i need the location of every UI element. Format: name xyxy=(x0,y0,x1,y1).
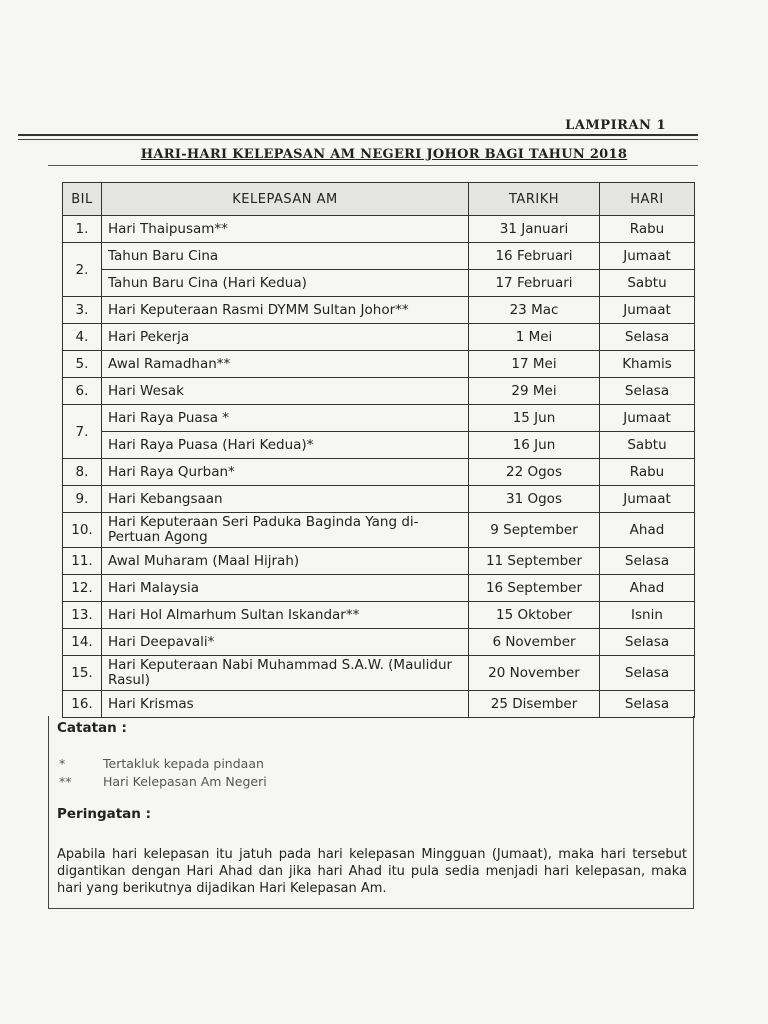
holiday-date: 23 Mac xyxy=(469,297,600,324)
holiday-name: Hari Pekerja xyxy=(102,324,469,351)
row-number: 1. xyxy=(63,216,102,243)
holiday-date: 22 Ogos xyxy=(469,459,600,486)
table-row xyxy=(63,513,695,548)
table-row xyxy=(63,691,695,718)
holiday-day: Ahad xyxy=(600,575,695,602)
holiday-date: 31 Ogos xyxy=(469,486,600,513)
header-day: HARI xyxy=(600,183,695,216)
holiday-day: Jumaat xyxy=(600,405,695,432)
holiday-name: Hari Wesak xyxy=(102,378,469,405)
holiday-date: 6 November xyxy=(469,629,600,656)
warning-heading: Peringatan : xyxy=(57,806,151,822)
holiday-date: 15 Oktober xyxy=(469,602,600,629)
holiday-day: Sabtu xyxy=(600,432,695,459)
table-header-row xyxy=(63,183,695,216)
table-row xyxy=(63,351,695,378)
row-number: 2. xyxy=(63,243,102,297)
note-item xyxy=(59,774,267,789)
note-text: Tertakluk kepada pindaan xyxy=(103,756,264,771)
holiday-date: 31 Januari xyxy=(469,216,600,243)
holiday-date: 1 Mei xyxy=(469,324,600,351)
notes-heading: Catatan : xyxy=(57,720,127,736)
holiday-name: Hari Kebangsaan xyxy=(102,486,469,513)
holiday-day: Ahad xyxy=(600,513,695,548)
row-number: 7. xyxy=(63,405,102,459)
row-number: 4. xyxy=(63,324,102,351)
holiday-date: 25 Disember xyxy=(469,691,600,718)
holiday-name: Hari Thaipusam** xyxy=(102,216,469,243)
holiday-day: Selasa xyxy=(600,548,695,575)
holiday-day: Selasa xyxy=(600,629,695,656)
holiday-name: Hari Raya Qurban* xyxy=(102,459,469,486)
holiday-name: Hari Raya Puasa (Hari Kedua)* xyxy=(102,432,469,459)
note-text: Hari Kelepasan Am Negeri xyxy=(103,774,267,789)
holiday-day: Jumaat xyxy=(600,486,695,513)
notes-box xyxy=(48,716,694,909)
holiday-date: 11 September xyxy=(469,548,600,575)
note-symbol: * xyxy=(59,756,66,771)
holiday-name: Awal Muharam (Maal Hijrah) xyxy=(102,548,469,575)
header-holiday: KELEPASAN AM xyxy=(102,183,469,216)
row-number: 16. xyxy=(63,691,102,718)
row-number: 5. xyxy=(63,351,102,378)
holiday-date: 17 Mei xyxy=(469,351,600,378)
holiday-table xyxy=(62,182,695,718)
row-number: 6. xyxy=(63,378,102,405)
holiday-name: Hari Keputeraan Nabi Muhammad S.A.W. (Maulidur Rasul) xyxy=(102,656,469,691)
holiday-day: Sabtu xyxy=(600,270,695,297)
holiday-day: Selasa xyxy=(600,656,695,691)
attachment-label: LAMPIRAN 1 xyxy=(565,118,666,133)
holiday-date: 9 September xyxy=(469,513,600,548)
document-title: HARI-HARI KELEPASAN AM NEGERI JOHOR BAGI TAHUN 2018 xyxy=(140,147,628,162)
row-number: 14. xyxy=(63,629,102,656)
holiday-date: 16 Jun xyxy=(469,432,600,459)
note-item xyxy=(59,756,264,771)
holiday-day: Rabu xyxy=(600,459,695,486)
holiday-date: 17 Februari xyxy=(469,270,600,297)
row-number: 12. xyxy=(63,575,102,602)
holiday-day: Selasa xyxy=(600,691,695,718)
holiday-day: Jumaat xyxy=(600,297,695,324)
holiday-date: 29 Mei xyxy=(469,378,600,405)
holiday-day: Selasa xyxy=(600,324,695,351)
header-bil: BIL xyxy=(63,183,102,216)
holiday-name: Hari Raya Puasa * xyxy=(102,405,469,432)
table-row xyxy=(63,243,695,270)
holiday-day: Khamis xyxy=(600,351,695,378)
table-row xyxy=(63,297,695,324)
holiday-name: Tahun Baru Cina xyxy=(102,243,469,270)
holiday-day: Jumaat xyxy=(600,243,695,270)
row-number: 3. xyxy=(63,297,102,324)
holiday-date: 20 November xyxy=(469,656,600,691)
note-symbol: ** xyxy=(59,774,72,789)
holiday-date: 16 Februari xyxy=(469,243,600,270)
table-row xyxy=(63,405,695,432)
holiday-name: Tahun Baru Cina (Hari Kedua) xyxy=(102,270,469,297)
row-number: 9. xyxy=(63,486,102,513)
holiday-name: Hari Keputeraan Seri Paduka Baginda Yang di-Pertuan Agong xyxy=(102,513,469,548)
holiday-name: Hari Keputeraan Rasmi DYMM Sultan Johor** xyxy=(102,297,469,324)
table-row xyxy=(63,629,695,656)
table-row xyxy=(63,432,695,459)
row-number: 13. xyxy=(63,602,102,629)
holiday-date: 15 Jun xyxy=(469,405,600,432)
holiday-date: 16 September xyxy=(469,575,600,602)
warning-text: Apabila hari kelepasan itu jatuh pada hari kelepasan Mingguan (Jumaat), maka hari tersebut digantikan dengan Hari Ahad dan jika hari Ahad itu pula sedia menjadi hari kelepasan, maka hari yang berikutnya dijadikan Hari Kelepasan Am. xyxy=(57,847,687,896)
row-number: 11. xyxy=(63,548,102,575)
holiday-day: Selasa xyxy=(600,378,695,405)
table-row xyxy=(63,378,695,405)
table-row xyxy=(63,602,695,629)
table-row xyxy=(63,575,695,602)
row-number: 10. xyxy=(63,513,102,548)
row-number: 15. xyxy=(63,656,102,691)
header-date: TARIKH xyxy=(469,183,600,216)
table-row xyxy=(63,216,695,243)
table-row xyxy=(63,656,695,691)
table-row xyxy=(63,459,695,486)
holiday-name: Hari Krismas xyxy=(102,691,469,718)
header-rule xyxy=(18,134,698,136)
holiday-name: Awal Ramadhan** xyxy=(102,351,469,378)
holiday-name: Hari Deepavali* xyxy=(102,629,469,656)
table-row xyxy=(63,270,695,297)
title-rule xyxy=(48,165,698,166)
holiday-day: Rabu xyxy=(600,216,695,243)
row-number: 8. xyxy=(63,459,102,486)
table-row xyxy=(63,324,695,351)
holiday-name: Hari Hol Almarhum Sultan Iskandar** xyxy=(102,602,469,629)
table-row xyxy=(63,486,695,513)
table-row xyxy=(63,548,695,575)
holiday-name: Hari Malaysia xyxy=(102,575,469,602)
header-rule-thin xyxy=(18,139,698,140)
holiday-day: Isnin xyxy=(600,602,695,629)
